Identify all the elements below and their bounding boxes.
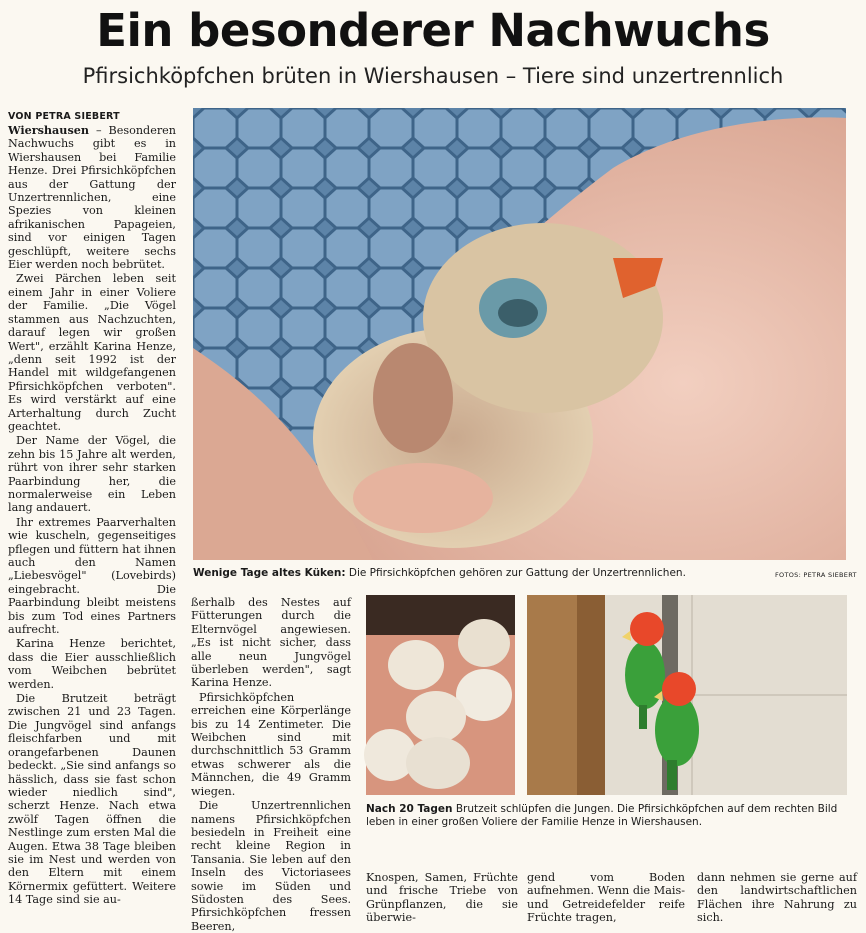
article-column-1 [8,123,176,907]
chick-photo [193,108,846,560]
paragraph: Karina Henze berichtet, dass die Eier ausschließlich vom Weibchen bebrütet werden. [8,637,176,691]
paragraph: Der Name der Vögel, die zehn bis 15 Jahre alt werden, rührt von ihrer sehr starken Paarbindung her, die normalerweise ein Leben lang andauert. [8,434,176,515]
caption-text: Brutzeit schlüpfen die Jungen. Die Pfirsichköpfchen auf dem rechten Bild leben in einer großen Voliere der Familie Henze in Wiershausen. [366,803,838,828]
headline: Ein besonderer Nachwuchs [96,4,770,57]
paragraph: Knospen, Samen, Früchte und frische Triebe von Grünpflanzen, die sie überwie- [366,871,518,925]
paragraph: Ihr extremes Paarverhalten wie kuscheln, gegenseitiges pflegen und füttern hat ihnen auch den Namen „Liebesvögel" (Lovebirds) eingebracht. Die Paarbindung bleibt meistens bis zum Tod eines Partners aufrecht. [8,515,176,637]
paragraph-text: – Besonderen Nachwuchs gibt es in Wiershausen bei Familie Henze. Drei Pfirsichköpfchen aus der Gattung der Unzertrennlichen, eine Spezies von kleinen afrikanischen Papageien, sind vor einigen Tagen geschlüpft, weitere sechs Eier werden noch bebrütet. [8,124,176,272]
paragraph [8,124,176,271]
paragraph: gend vom Boden aufnehmen. Wenn die Mais- und Getreidefelder reife Früchte tragen, [527,871,685,925]
article-column-3 [366,871,518,925]
dateline: Wiershausen [8,123,89,137]
article-column-5 [697,871,857,925]
photo-credit: FOTOS: PETRA SIEBERT [775,571,857,579]
paragraph: Pfirsichköpfchen erreichen eine Körperlänge bis zu 14 Zentimeter. Die Weibchen sind mit durchschnittlich 53 Gramm etwas schwerer als die Männchen, die 49 Gramm wiegen. [191,690,351,798]
caption-lead: Nach 20 Tagen [366,803,453,815]
main-photo-caption [193,567,753,580]
paragraph: dann nehmen sie gerne auf den landwirtschaftlichen Flächen ihre Nahrung zu sich. [697,871,857,925]
article-column-2 [191,596,351,933]
caption-lead: Wenige Tage altes Küken: [193,567,346,579]
caption-text: Die Pfirsichköpfchen gehören zur Gattung der Unzertrennlichen. [345,567,686,579]
article-column-4 [527,871,685,925]
author-byline: VON PETRA SIEBERT [8,111,120,122]
paragraph: Die Brutzeit beträgt zwischen 21 und 23 Tagen. Die Jungvögel sind anfangs fleischfarben und mit orangefarbenen Daunen bedeckt. „Sie sind anfangs so hässlich, dass sie fast schon wieder niedlich sind", scherzt Henze. Nach etwa zwölf Tagen öffnen die Nestlinge zum ersten Mal die Augen. Etwa 38 Tage bleiben sie im Nest und werden von den Eltern mit einem Körnermix gefüttert. Weitere 14 Tage sind sie au- [8,692,176,907]
bottom-photo-caption [366,803,850,829]
paragraph: Die Unzertrennlichen namens Pfirsichköpfchen besiedeln in Freiheit eine recht kleine Region in Tansania. Sie leben auf den Inseln des Victoriasees sowie im Süden und Südosten des Sees. Pfirsichköpfchen fressen Beeren, [191,799,351,933]
paragraph: Zwei Pärchen leben seit einem Jahr in einer Voliere der Familie. „Die Vögel stammen aus Nachzuchten, darauf legen wir großen Wert", erzählt Karina Henze, „denn seit 1992 ist der Handel mit wildgefangenen Pfirsichköpfchen verboten". Es wird verstärkt auf eine Arterhaltung durch Zucht geachtet. [8,272,176,433]
lovebirds-photo [527,595,847,795]
eggs-photo [366,595,515,795]
subheadline: Pfirsichköpfchen brüten in Wiershausen – Tiere sind unzertrennlich [82,64,784,88]
paragraph: ßerhalb des Nestes auf Fütterungen durch die Elternvögel angewiesen. „Es ist nicht sicher, dass alle neun Jungvögel überleben werden", sagt Karina Henze. [191,596,351,690]
